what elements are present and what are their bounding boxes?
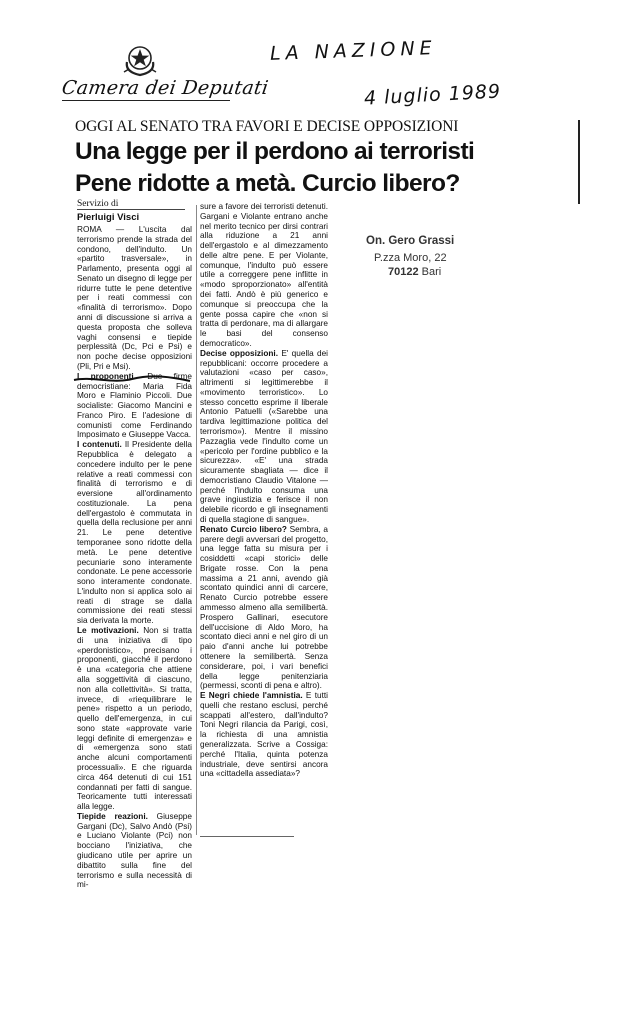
- paragraph-text: Non si tratta di una iniziativa di tipo «perdonistico», precisano i proponenti, giacché il perdono è una «categoria che attiene alla soggettività di ciascuno, non alla collettività». Si tratta, invece, di «riequilibrare le pene» rispetto a un periodo, quello dell'emergenza, in cui sono state «approvate varie leggi definite di emergenza» e di «emergenza sono stati anche alcuni comportamenti processuali». E che riguarda circa 464 detenuti di cui 151 condannati per fatti di sangue. Teoricamente tutti interessati alla legge.: [77, 626, 192, 812]
- paragraph: [200, 525, 328, 691]
- article-column-2: [200, 202, 328, 779]
- column-divider: [196, 205, 197, 835]
- paragraph: [77, 812, 192, 890]
- paragraph: [77, 626, 192, 812]
- handwritten-date: 4 luglio 1989: [363, 80, 502, 110]
- article-kicker: OGGI AL SENATO TRA FAVORI E DECISE OPPOSIZIONI: [75, 118, 459, 135]
- article-end-rule: [200, 836, 294, 837]
- paragraph: [200, 691, 328, 779]
- republic-emblem-icon: [121, 42, 159, 78]
- paragraph-text: ROMA — L'uscita dal terrorismo prende la strada del condono, dell'indulto. Un «partito trasversale», in Parlamento, presenta oggi al Senato un disegno di legge per ridurre tutte le pene detentive per i reati commessi con «finalità di terrorismo». Dopo anni di discussione si arriva a questa proposta che solleva vaghi consensi e tiepide perplessità (Dc, Pci e Psi) e non poche decise opposizioni (Pli, Pri e Msi).: [77, 225, 192, 371]
- paragraph: [77, 225, 192, 372]
- paragraph-text: Due firme democristiane: Maria Fida Moro e Flaminio Piccoli. Due socialiste: Giacomo Mancini e Franco Piro. E l'adesione di comunisti come Ferdinando Imposimato e Giuseppe Vacca.: [77, 371, 193, 440]
- paragraph: [200, 202, 328, 349]
- byline-rule: [77, 209, 185, 210]
- stamp-city: Bari: [421, 266, 442, 278]
- paragraph: [200, 349, 328, 525]
- article-column-1: [77, 225, 192, 890]
- pen-strikethrough-mark: [72, 373, 192, 387]
- paragraph-text: sure a favore dei terroristi detenuti. Gargani e Violante entrano anche nel merito tecnico per dirsi contrari alla riduzione a 21 anni dell'ergastolo e al dimezzamento delle altre pene. E per Violante, comunque, l'indulto può essere utile a correggere pene inflitte in «modo sproporzionato» all'entità dei fatti. Andò è più generico e comunque si preoccupa che la gente possa capire che «non si tratta di perdonare, ma di allargare le basi del consenso democratico».: [200, 202, 328, 348]
- paragraph-lead: Renato Curcio libero?: [200, 524, 287, 534]
- author-name: Pierluigi Visci: [77, 212, 140, 223]
- paragraph: [77, 440, 192, 626]
- paragraph-lead: E Negri chiede l'amnistia.: [200, 691, 303, 701]
- paragraph-text: Il Presidente della Repubblica è delegato a concedere indulto per le pene relative a reati commessi con finalità di terrorismo e di eversione all'ordinamento costituzionale. La pena dell'ergastolo è commutata in quella della reclusione per anni 21. Le pene detentive temporanee sono ridotte della metà. Le pene detentive pecuniarie sono interamente condonate. Le pene accessorie sono interamente condonate. L'indulto non si applica solo ai reati di strage se dalla commissione dei reati stessi sia derivata la morte.: [77, 440, 192, 626]
- article-headline-line-1: Una legge per il perdono ai terroristi: [75, 138, 475, 165]
- paragraph-lead: I contenuti.: [77, 440, 122, 450]
- stamp-name: On. Gero Grassi: [366, 235, 455, 247]
- paragraph-text: Giuseppe Gargani (Dc), Salvo Andò (Psi) e Luciano Violante (Pci) non bocciano l'iniziativa, che giudicano utile per aprire un dibattito sulla fine del terrorismo e sulla necessità di mi-: [77, 811, 192, 890]
- paragraph-lead: Le motivazioni.: [77, 626, 139, 636]
- stamp-postcode: 70122: [388, 266, 419, 278]
- chamber-letterhead: Camera dei Deputati: [60, 77, 270, 99]
- paragraph-text: Sembra, a parere degli avversari del progetto, una legge fatta su misura per i cosiddetti «capi storici» delle Brigate rosse. Con la pena massima a 21 anni, avendo già scontato quindici anni di carcere, Renato Curcio potrebbe essere ammesso almeno alla semilibertà. Prospero Gallinari, esecutore dell'uccisione di Aldo Moro, ha scontato dieci anni e nel giro di un paio d'anni anche lui potrebbe ottenere la semilibertà. Senza considerare, poi, i vari benefici della legge penitenziaria (permessi, sconti di pena e altro).: [200, 524, 328, 691]
- handwritten-newspaper-name: LA NAZIONE: [269, 37, 437, 65]
- stamp-city-line: [388, 266, 441, 278]
- stamp-street: P.zza Moro, 22: [374, 252, 447, 264]
- paragraph-text: E' quella dei repubblicani: occorre procedere a valutazioni «caso per caso», altrimenti si legittimerebbe il «movimento terroristico». Lo stesso concetto esprime il liberale Antonio Patuelli («Sarebbe una tardiva legittimazione politica del terrorismo»). Mentre il missino Pazzaglia vede l'indulto come un «pericolo per l'ordine pubblico e la sicurezza». «E' una strada sicuramente sbagliata — dice il democristiano Claudio Vitalone — perché l'indulto consuma una grave ingiustizia e ferisce il non delebile ricordo e gli insegnamenti di quella stagione di sangue».: [200, 348, 328, 524]
- paragraph-lead: Decise opposizioni.: [200, 348, 279, 358]
- paragraph-lead: I proponenti.: [77, 371, 136, 381]
- article-headline-line-2: Pene ridotte a metà. Curcio libero?: [75, 170, 460, 197]
- letterhead-rule: [62, 100, 230, 101]
- clipping-edge-rule: [578, 120, 580, 204]
- service-label: Servizio di: [77, 199, 119, 209]
- paragraph-text: E tutti quelli che restano esclusi, perché scappati all'estero, dall'indulto? Toni Negri rilancia da Parigi, così, la richiesta di una amnistia generalizzata. Scrive a Cossiga: perché l'Italia, quinta potenza industriale, deve sentirsi ancora una «cittadella assediata»?: [200, 691, 329, 779]
- paragraph-lead: Tiepide reazioni.: [77, 811, 148, 821]
